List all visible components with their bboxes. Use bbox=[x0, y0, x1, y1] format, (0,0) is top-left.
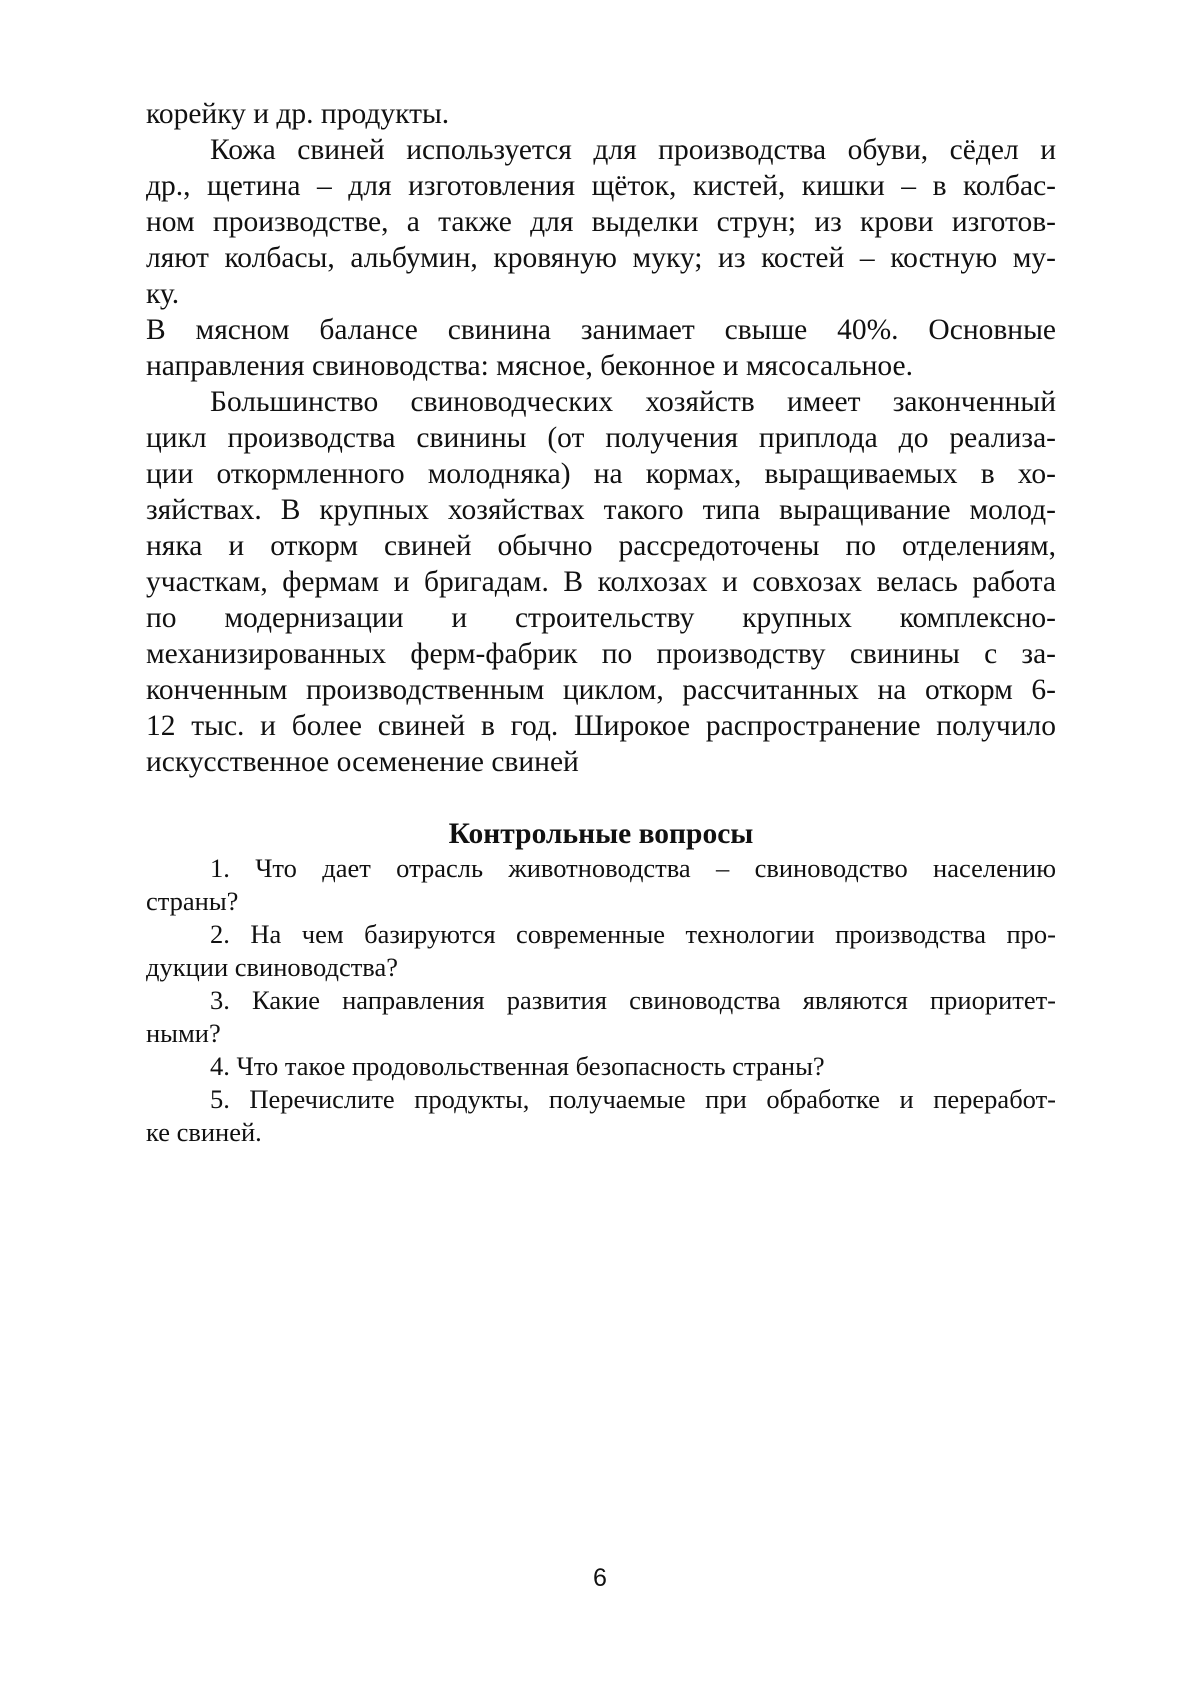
text-line: 12 тыс. и более свиней в год. Широкое распространение получило bbox=[146, 710, 1056, 742]
text-line: В мясном балансе свинина занимает свыше 40%. Основные bbox=[146, 314, 1056, 346]
text-line: няка и откорм свиней обычно рассредоточены по отделениям, bbox=[146, 530, 1056, 562]
text-line: цикл производства свинины (от получения приплода до реализа- bbox=[146, 422, 1056, 454]
question-line: ке свиней. bbox=[146, 1117, 262, 1147]
text-line: участкам, фермам и бригадам. В колхозах и совхозах велась работа bbox=[146, 566, 1056, 598]
text-line: направления свиноводства: мясное, беконное и мясосальное. bbox=[146, 350, 914, 382]
question-line: 4. Что такое продовольственная безопасность страны? bbox=[210, 1051, 825, 1081]
text-line: искусственное осеменение свиней bbox=[146, 746, 579, 778]
text-line: Кожа свиней используется для производства обуви, сёдел и bbox=[210, 134, 1056, 166]
section-heading: Контрольные вопросы bbox=[448, 818, 754, 850]
text-line: конченным производственным циклом, рассчитанных на откорм 6- bbox=[146, 674, 1056, 706]
text-line: др., щетина – для изготовления щёток, кистей, кишки – в колбас- bbox=[146, 170, 1056, 202]
text-line: ляют колбасы, альбумин, кровяную муку; из костей – костную му- bbox=[146, 242, 1056, 274]
question-line: 3. Какие направления развития свиноводства являются приоритет- bbox=[210, 985, 1056, 1015]
text-line: по модернизации и строительству крупных комплексно- bbox=[146, 602, 1056, 634]
text-line: ции откормленного молодняка) на кормах, выращиваемых в хо- bbox=[146, 458, 1056, 490]
text-line: ном производстве, а также для выделки струн; из крови изготов- bbox=[146, 206, 1056, 238]
page-number: 6 bbox=[593, 1564, 607, 1592]
question-line: дукции свиноводства? bbox=[146, 952, 398, 982]
question-line: 2. На чем базируются современные технологии производства про- bbox=[210, 919, 1056, 949]
text-line: корейку и др. продукты. bbox=[146, 98, 450, 130]
text-line: ку. bbox=[146, 278, 180, 310]
body-text bbox=[146, 96, 1056, 780]
text-line: зяйствах. В крупных хозяйствах такого типа выращивание молод- bbox=[146, 494, 1056, 526]
text-line: механизированных ферм-фабрик по производству свинины с за- bbox=[146, 638, 1056, 670]
question-line: 5. Перечислите продукты, получаемые при обработке и переработ- bbox=[210, 1084, 1056, 1114]
questions-list bbox=[146, 852, 1056, 1149]
question-line: ными? bbox=[146, 1018, 221, 1048]
section-gap bbox=[146, 780, 1056, 816]
document-page bbox=[146, 96, 1056, 1149]
question-line: 1. Что дает отрасль животноводства – свиноводство населению bbox=[210, 853, 1056, 883]
question-line: страны? bbox=[146, 886, 239, 916]
text-line: Большинство свиноводческих хозяйств имеет законченный bbox=[210, 386, 1056, 418]
